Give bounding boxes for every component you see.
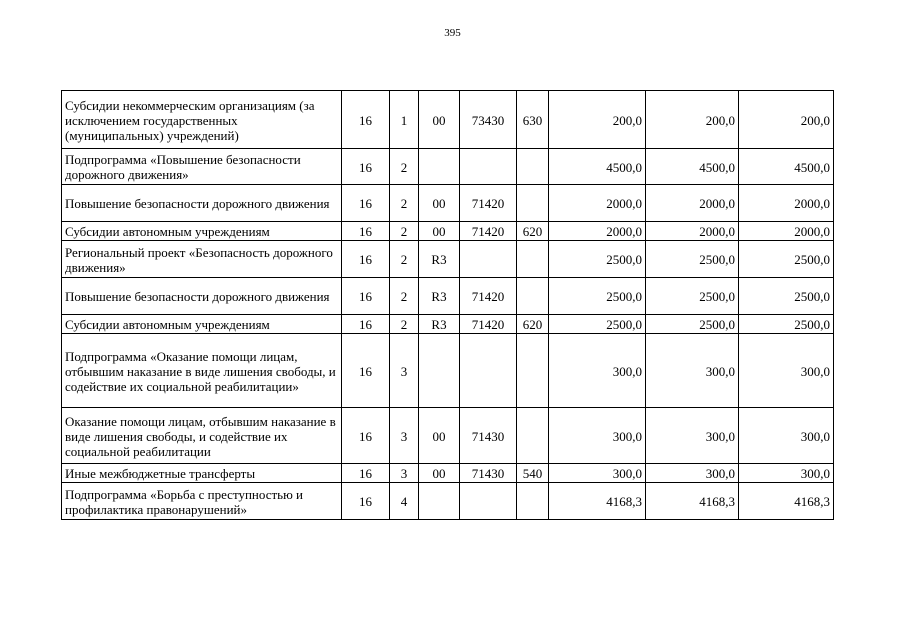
cell-code-1: 16: [342, 222, 390, 241]
cell-code-3: [419, 149, 460, 185]
cell-code-4: 73430: [460, 91, 517, 149]
cell-code-4: [460, 149, 517, 185]
table-row: [62, 483, 834, 520]
cell-code-1: 16: [342, 334, 390, 408]
cell-value-2: 2500,0: [646, 315, 739, 334]
cell-code-5: [517, 278, 549, 315]
cell-code-4: 71420: [460, 278, 517, 315]
row-name: Подпрограмма «Повышение безопасности дорожного движения»: [62, 149, 342, 185]
cell-code-5: [517, 185, 549, 222]
cell-code-4: [460, 241, 517, 278]
row-name: Подпрограмма «Борьба с преступностью и профилактика правонарушений»: [62, 483, 342, 520]
cell-value-1: 2500,0: [549, 278, 646, 315]
cell-value-2: 2500,0: [646, 278, 739, 315]
cell-code-1: 16: [342, 464, 390, 483]
budget-table: [61, 90, 834, 520]
cell-value-3: 4168,3: [739, 483, 834, 520]
cell-value-2: 300,0: [646, 408, 739, 464]
table-row: [62, 91, 834, 149]
table-row: [62, 464, 834, 483]
cell-value-3: 2000,0: [739, 185, 834, 222]
cell-value-2: 2500,0: [646, 241, 739, 278]
cell-code-5: 620: [517, 315, 549, 334]
cell-code-5: 630: [517, 91, 549, 149]
cell-value-2: 200,0: [646, 91, 739, 149]
table-row: [62, 315, 834, 334]
cell-value-2: 4500,0: [646, 149, 739, 185]
cell-value-1: 2500,0: [549, 241, 646, 278]
cell-value-2: 4168,3: [646, 483, 739, 520]
row-name: Подпрограмма «Оказание помощи лицам, отбывшим наказание в виде лишения свободы, и содействие их социальной реабилитации»: [62, 334, 342, 408]
table-row: [62, 222, 834, 241]
cell-value-1: 2000,0: [549, 185, 646, 222]
cell-value-1: 4500,0: [549, 149, 646, 185]
cell-code-2: 1: [390, 91, 419, 149]
cell-value-1: 300,0: [549, 334, 646, 408]
row-name: Оказание помощи лицам, отбывшим наказание в виде лишения свободы, и содействие их социальной реабилитации: [62, 408, 342, 464]
cell-code-3: 00: [419, 464, 460, 483]
table-row: [62, 241, 834, 278]
cell-value-3: 300,0: [739, 334, 834, 408]
row-name: Повышение безопасности дорожного движения: [62, 185, 342, 222]
row-name: Региональный проект «Безопасность дорожного движения»: [62, 241, 342, 278]
table-row: [62, 408, 834, 464]
cell-value-2: 2000,0: [646, 185, 739, 222]
cell-value-3: 2500,0: [739, 241, 834, 278]
cell-value-1: 200,0: [549, 91, 646, 149]
cell-value-2: 2000,0: [646, 222, 739, 241]
cell-value-3: 300,0: [739, 408, 834, 464]
cell-value-2: 300,0: [646, 464, 739, 483]
cell-code-2: 3: [390, 408, 419, 464]
cell-code-4: [460, 334, 517, 408]
cell-code-3: [419, 483, 460, 520]
row-name: Иные межбюджетные трансферты: [62, 464, 342, 483]
cell-code-1: 16: [342, 315, 390, 334]
cell-code-2: 2: [390, 278, 419, 315]
cell-code-3: 00: [419, 408, 460, 464]
cell-code-1: 16: [342, 91, 390, 149]
cell-code-5: [517, 483, 549, 520]
cell-value-3: 4500,0: [739, 149, 834, 185]
page-number: 395: [444, 27, 461, 39]
cell-code-4: [460, 483, 517, 520]
cell-code-1: 16: [342, 185, 390, 222]
cell-code-3: 00: [419, 91, 460, 149]
cell-code-4: 71420: [460, 222, 517, 241]
cell-code-2: 4: [390, 483, 419, 520]
cell-code-1: 16: [342, 149, 390, 185]
cell-value-3: 2500,0: [739, 278, 834, 315]
cell-code-2: 2: [390, 315, 419, 334]
cell-code-2: 2: [390, 222, 419, 241]
cell-code-2: 3: [390, 464, 419, 483]
table-row: [62, 149, 834, 185]
cell-value-3: 2500,0: [739, 315, 834, 334]
cell-value-3: 300,0: [739, 464, 834, 483]
cell-code-5: [517, 408, 549, 464]
cell-value-3: 200,0: [739, 91, 834, 149]
cell-code-1: 16: [342, 483, 390, 520]
cell-value-1: 2500,0: [549, 315, 646, 334]
cell-code-3: R3: [419, 241, 460, 278]
table-row: [62, 185, 834, 222]
cell-code-3: R3: [419, 315, 460, 334]
cell-code-2: 2: [390, 241, 419, 278]
row-name: Субсидии автономным учреждениям: [62, 315, 342, 334]
cell-code-3: R3: [419, 278, 460, 315]
row-name: Повышение безопасности дорожного движения: [62, 278, 342, 315]
cell-code-5: [517, 149, 549, 185]
cell-code-3: [419, 334, 460, 408]
cell-code-1: 16: [342, 241, 390, 278]
cell-code-1: 16: [342, 408, 390, 464]
table-row: [62, 334, 834, 408]
cell-code-4: 71430: [460, 408, 517, 464]
table-row: [62, 278, 834, 315]
row-name: Субсидии автономным учреждениям: [62, 222, 342, 241]
cell-code-1: 16: [342, 278, 390, 315]
cell-code-2: 3: [390, 334, 419, 408]
cell-code-4: 71430: [460, 464, 517, 483]
cell-code-4: 71420: [460, 315, 517, 334]
cell-code-2: 2: [390, 149, 419, 185]
row-name: Субсидии некоммерческим организациям (за исключением государственных (муниципальных) учреждений): [62, 91, 342, 149]
cell-code-3: 00: [419, 185, 460, 222]
cell-code-2: 2: [390, 185, 419, 222]
cell-code-5: [517, 241, 549, 278]
cell-code-4: 71420: [460, 185, 517, 222]
cell-value-2: 300,0: [646, 334, 739, 408]
cell-value-3: 2000,0: [739, 222, 834, 241]
cell-code-3: 00: [419, 222, 460, 241]
cell-code-5: 540: [517, 464, 549, 483]
cell-value-1: 300,0: [549, 408, 646, 464]
cell-code-5: 620: [517, 222, 549, 241]
cell-value-1: 300,0: [549, 464, 646, 483]
cell-code-5: [517, 334, 549, 408]
cell-value-1: 4168,3: [549, 483, 646, 520]
cell-value-1: 2000,0: [549, 222, 646, 241]
